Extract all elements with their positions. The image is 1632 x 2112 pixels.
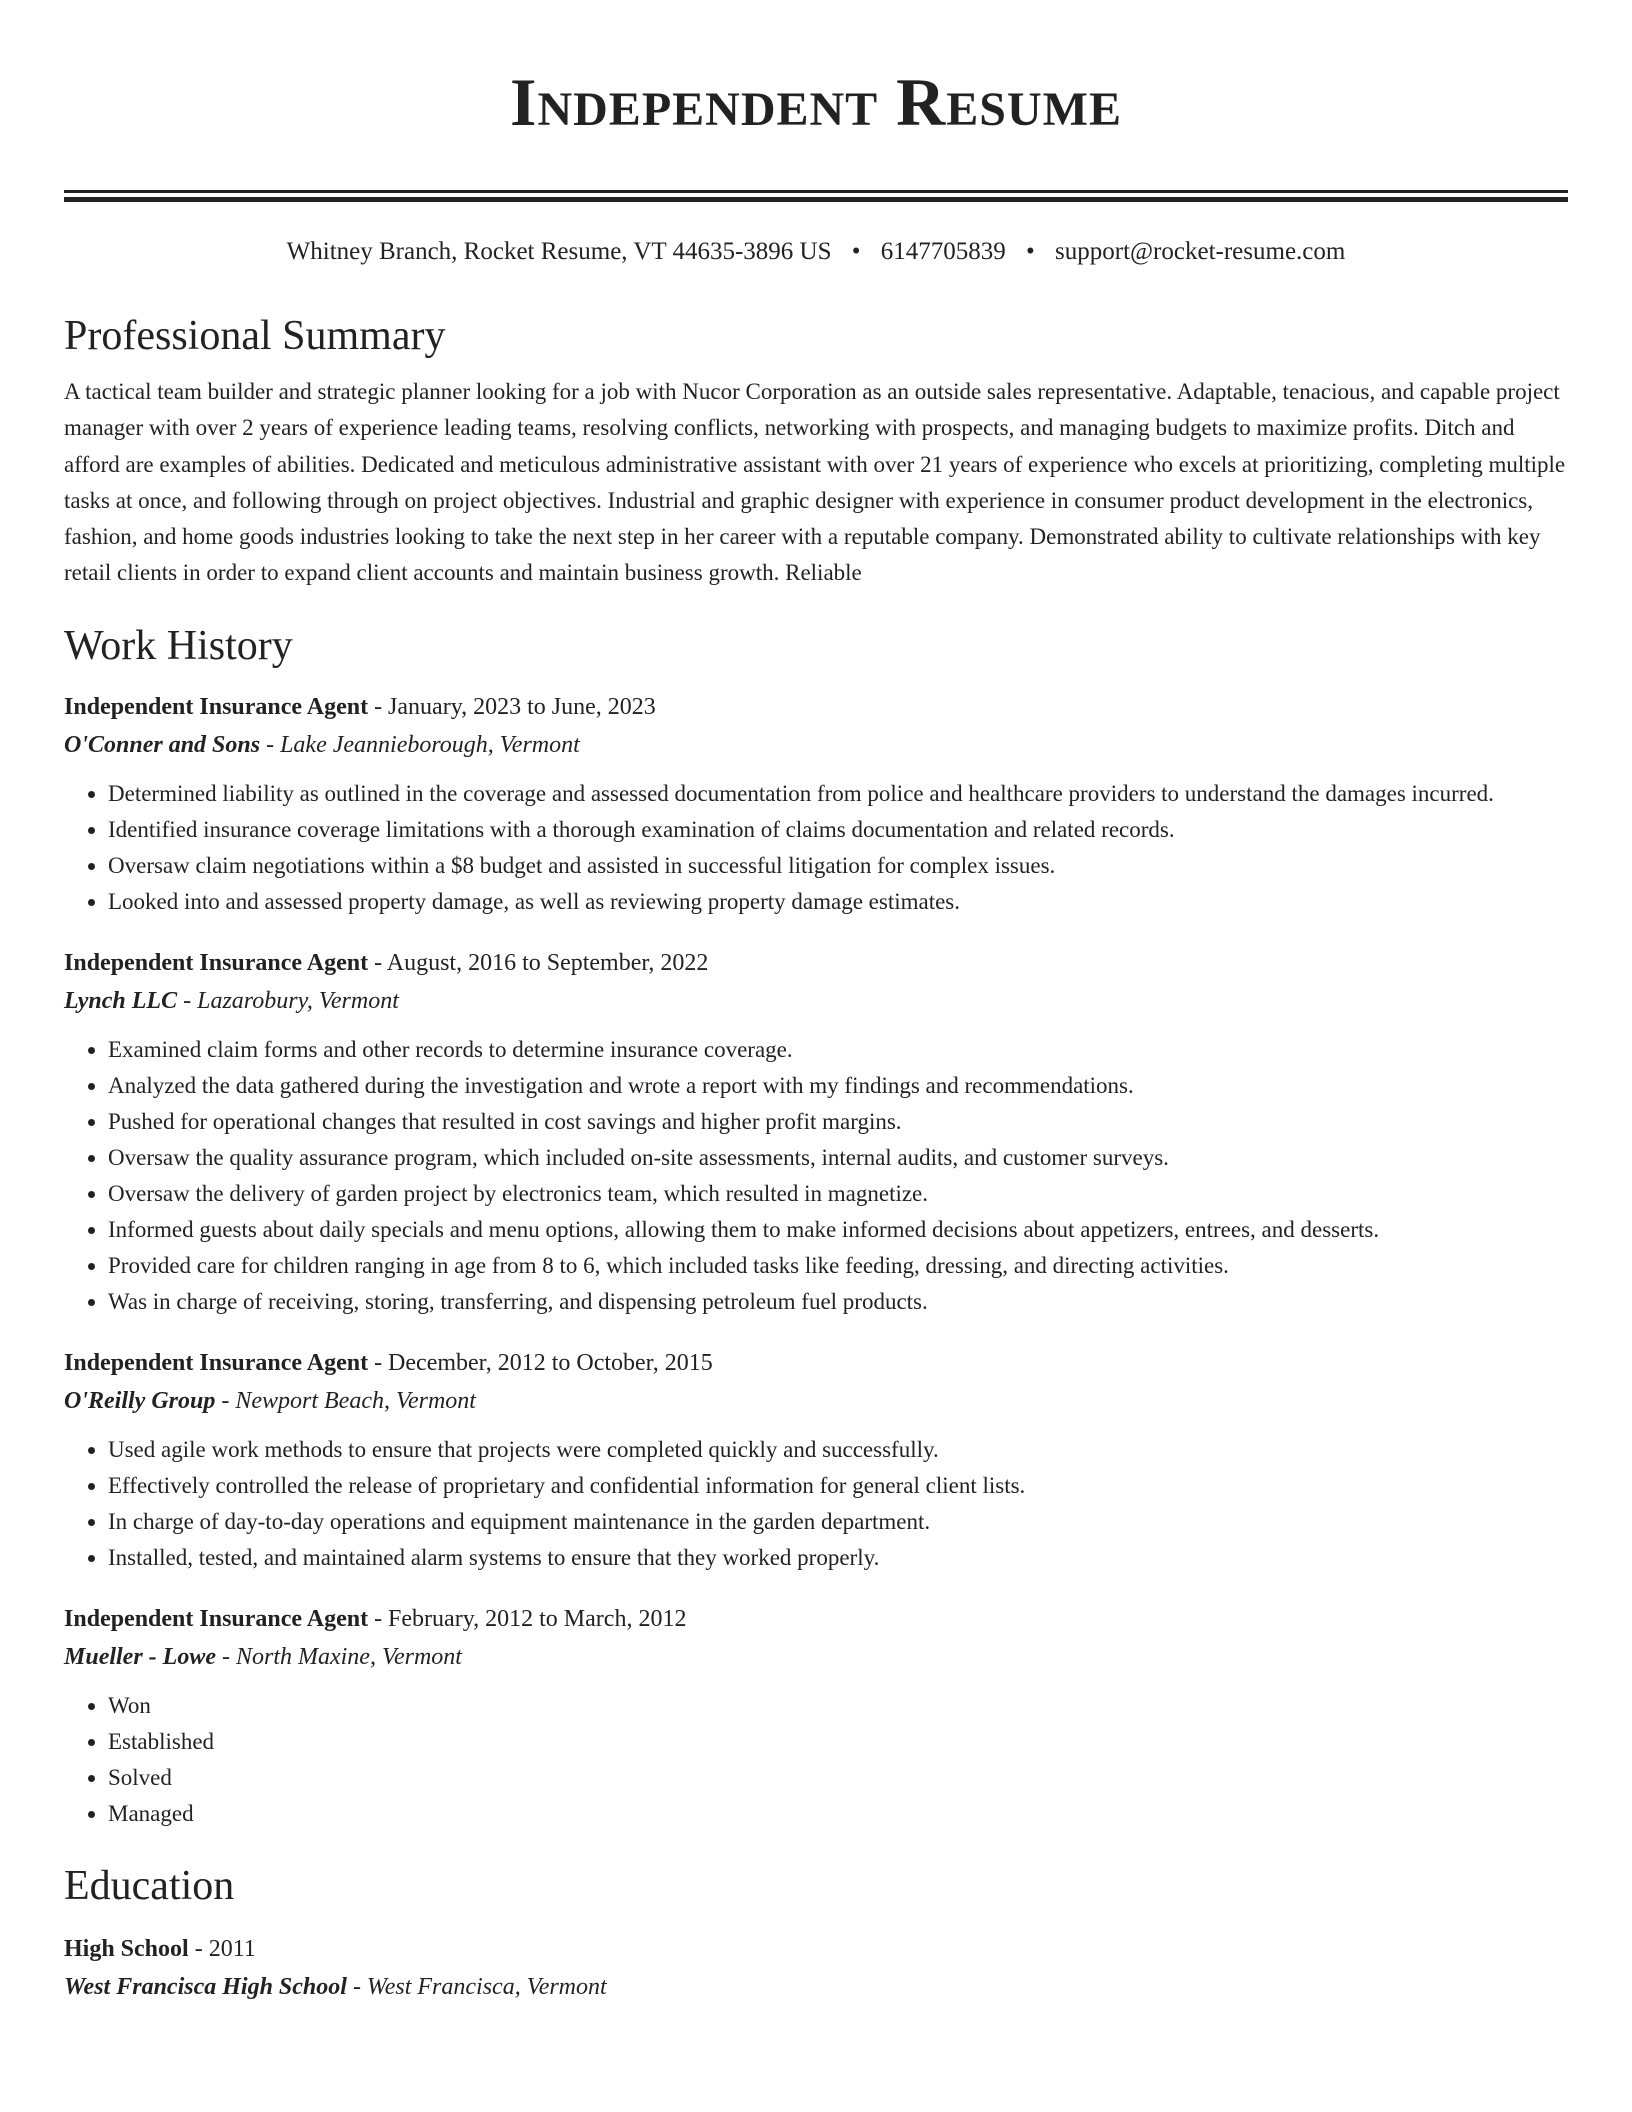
- job-bullets: [64, 1688, 1568, 1832]
- job-header: [64, 1344, 1568, 1382]
- job-bullet: • Managed: [108, 1796, 1568, 1832]
- job-header: [64, 944, 1568, 982]
- work-history-heading: Work History: [64, 622, 293, 669]
- education-entry: [64, 1930, 1568, 2006]
- title-divider: [64, 190, 1568, 202]
- job-dates: - August, 2016 to September, 2022: [368, 949, 709, 976]
- job-bullet: • Oversaw the quality assurance program, which included on-site assessments, internal audits, and customer surveys.: [108, 1140, 1568, 1176]
- education-school: West Francisca High School: [64, 1973, 347, 2000]
- job-entry: [64, 1344, 1568, 1576]
- contact-separator: •: [1026, 238, 1035, 265]
- resume-title: Independent Resume: [510, 64, 1122, 140]
- job-company-line: [64, 726, 1568, 764]
- job-bullet: • Examined claim forms and other records to determine insurance coverage.: [108, 1032, 1568, 1068]
- resume-page: [64, 0, 1568, 2006]
- contact-separator: •: [851, 238, 861, 265]
- job-title: Independent Insurance Agent: [64, 693, 369, 720]
- job-dates: - December, 2012 to October, 2015: [368, 1349, 713, 1376]
- job-bullet: • Provided care for children ranging in age from 8 to 6, which included tasks like feeding, dressing, and directing activities.: [108, 1248, 1568, 1284]
- job-bullet: • Determined liability as outlined in the coverage and assessed documentation from police and healthcare providers to understand the damages incurred.: [108, 776, 1568, 812]
- job-entry: [64, 1600, 1568, 1832]
- contact-line: [64, 234, 1568, 270]
- job-bullet: • Analyzed the data gathered during the investigation and wrote a report with my findings and recommendations.: [108, 1068, 1568, 1104]
- job-bullet: • Pushed for operational changes that resulted in cost savings and higher profit margins.: [108, 1104, 1568, 1140]
- education-year: - 2011: [188, 1935, 256, 1962]
- job-location: - Newport Beach, Vermont: [215, 1387, 476, 1414]
- education-heading: Education: [64, 1862, 235, 1909]
- job-location: - Lazarobury, Vermont: [177, 987, 399, 1014]
- job-bullet: • Oversaw the delivery of garden project by electronics team, which resulted in magnetize.: [108, 1176, 1568, 1212]
- job-bullet: • Identified insurance coverage limitations with a thorough examination of claims documentation and related records.: [108, 812, 1568, 848]
- job-bullet: • Won: [108, 1688, 1568, 1724]
- contact-email: support@rocket-resume.com: [1055, 238, 1346, 265]
- job-company: Mueller - Lowe: [64, 1643, 216, 1670]
- job-company: Lynch LLC: [64, 987, 178, 1014]
- job-bullets: [64, 776, 1568, 920]
- job-bullets: [64, 1432, 1568, 1576]
- job-entry: [64, 944, 1568, 1320]
- job-bullet: • Installed, tested, and maintained alarm systems to ensure that they worked properly.: [108, 1540, 1568, 1576]
- job-bullet: • Effectively controlled the release of proprietary and confidential information for general client lists.: [108, 1468, 1568, 1504]
- job-bullets: [64, 1032, 1568, 1320]
- job-bullet: • Used agile work methods to ensure that projects were completed quickly and successfully.: [108, 1432, 1568, 1468]
- job-bullet: • Looked into and assessed property damage, as well as reviewing property damage estimates.: [108, 884, 1568, 920]
- job-title: Independent Insurance Agent: [64, 949, 369, 976]
- job-bullet: • In charge of day-to-day operations and equipment maintenance in the garden department.: [108, 1504, 1568, 1540]
- job-header: [64, 1600, 1568, 1638]
- job-company-line: [64, 1382, 1568, 1420]
- job-entry: [64, 688, 1568, 920]
- job-location: - North Maxine, Vermont: [215, 1643, 462, 1670]
- education-school-line: [64, 1968, 1568, 2006]
- job-location: - Lake Jeannieborough, Vermont: [260, 731, 580, 758]
- job-title: Independent Insurance Agent: [64, 1605, 369, 1632]
- contact-phone: 6147705839: [880, 238, 1006, 265]
- job-title: Independent Insurance Agent: [64, 1349, 369, 1376]
- job-header: [64, 688, 1568, 726]
- job-company-line: [64, 982, 1568, 1020]
- job-company-line: [64, 1638, 1568, 1676]
- education-degree: High School: [64, 1935, 189, 1962]
- job-bullet: • Solved: [108, 1760, 1568, 1796]
- job-dates: - January, 2023 to June, 2023: [368, 693, 656, 720]
- summary-text: A tactical team builder and strategic planner looking for a job with Nucor Corporation as an outside sales representative. Adaptable, tenacious, and capable project manager with over 2 years of experience leading teams, resolving conflicts, networking with prospects, and managing budgets to maximize profits. Ditch and afford are examples of abilities. Dedicated and meticulous administrative assistant with over 21 years of experience who excels at prioritizing, completing multiple tasks at once, and following through on project objectives. Industrial and graphic designer with experience in consumer product development in the electronics, fashion, and home goods industries looking to take the next step in her career with a reputable company. Demonstrated ability to cultivate relationships with key retail clients in order to expand client accounts and maintain business growth. Reliable: [64, 379, 1566, 586]
- contact-address: Whitney Branch, Rocket Resume, VT 44635-3896 US: [286, 238, 832, 265]
- job-company: O'Reilly Group: [64, 1387, 216, 1414]
- education-header: [64, 1930, 1568, 1968]
- work-history-list: [64, 688, 1568, 1832]
- job-dates: - February, 2012 to March, 2012: [368, 1605, 687, 1632]
- job-bullet: • Was in charge of receiving, storing, transferring, and dispensing petroleum fuel products.: [108, 1284, 1568, 1320]
- education-location: - West Francisca, Vermont: [346, 1973, 607, 2000]
- summary-heading: Professional Summary: [64, 313, 446, 359]
- job-company: O'Conner and Sons: [64, 731, 261, 758]
- job-bullet: • Informed guests about daily specials and menu options, allowing them to make informed decisions about appetizers, entrees, and desserts.: [108, 1212, 1568, 1248]
- job-bullet: • Oversaw claim negotiations within a $8 budget and assisted in successful litigation for complex issues.: [108, 848, 1568, 884]
- job-bullet: • Established: [108, 1724, 1568, 1760]
